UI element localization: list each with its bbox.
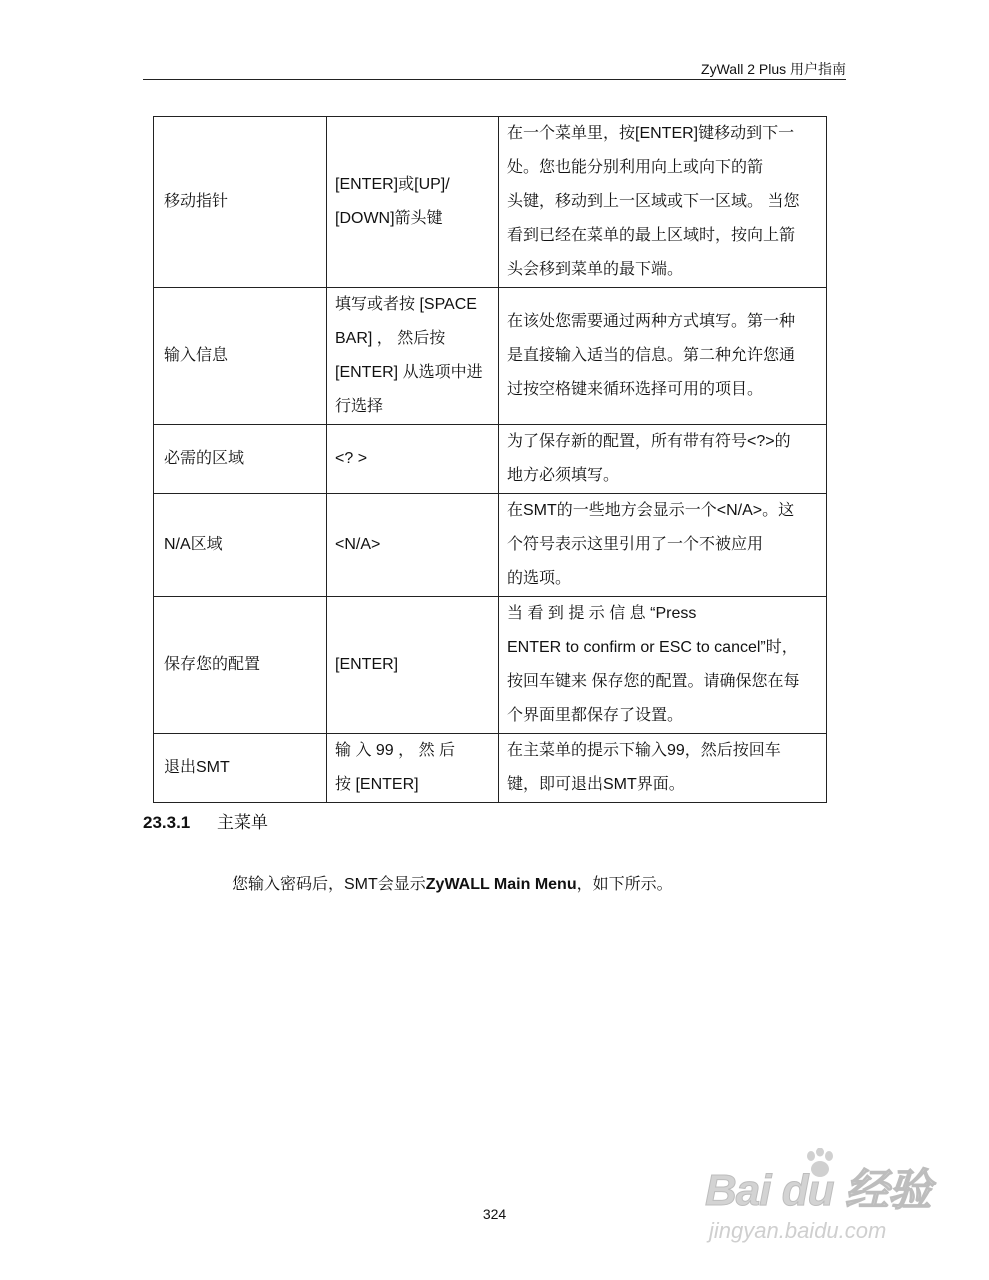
description-line: 当 看 到 提 示 信 息 “Press: [507, 605, 697, 622]
page-number: 324: [482, 1206, 507, 1222]
description-line: 按回车键来 保存您的配置。请确保您在每: [507, 673, 800, 690]
description-line: 在该处您需要通过两种方式填写。第一种: [507, 313, 796, 330]
function-label: 输入信息: [164, 347, 229, 364]
key-cell: [327, 734, 499, 803]
description-line: 是直接输入适当的信息。第二种允许您通: [507, 347, 796, 364]
function-cell: [154, 734, 327, 803]
command-table: [153, 116, 827, 803]
function-label: 保存您的配置: [164, 656, 261, 673]
key-line: BAR] ， 然后按: [335, 330, 446, 347]
description-line: 看到已经在菜单的最上区域时，按向上箭: [507, 227, 796, 244]
key-cell: [327, 597, 499, 734]
function-cell: [154, 597, 327, 734]
paragraph-menu-name: ZyWALL Main Menu: [425, 876, 577, 893]
description-line: 在主菜单的提示下输入99，然后按回车: [507, 742, 781, 759]
function-label: N/A区域: [164, 536, 223, 553]
key-line: [ENTER]或[UP]/: [335, 176, 450, 193]
description-line: 个符号表示这里引用了一个不被应用: [507, 536, 764, 553]
description-line: 在一个菜单里，按[ENTER]键移动到下一: [507, 125, 795, 142]
key-line: [DOWN]箭头键: [335, 210, 443, 227]
function-label: 退出SMT: [164, 759, 230, 776]
table-row: [154, 734, 827, 803]
key-cell: [327, 425, 499, 494]
watermark-url: jingyan.baidu.com: [709, 1218, 887, 1243]
key-line: 填写或者按 [SPACE: [335, 296, 477, 313]
table-row: [154, 494, 827, 597]
description-cell: [499, 734, 827, 803]
key-line: 输 入 99 ， 然 后: [335, 742, 456, 759]
paragraph-text-before: 您输入密码后，SMT会显示: [232, 876, 426, 893]
description-line: 的选项。: [507, 570, 572, 587]
header-title: ZyWall 2 Plus 用户指南: [701, 61, 846, 77]
description-cell: [499, 117, 827, 288]
table-row: [154, 117, 827, 288]
description-line: 地方必须填写。: [507, 467, 620, 484]
table-row: [154, 597, 827, 734]
key-cell: [327, 494, 499, 597]
key-line: <? >: [335, 450, 368, 467]
function-cell: [154, 117, 327, 288]
baidu-watermark: [705, 1148, 935, 1248]
section-heading: [143, 811, 268, 835]
function-cell: [154, 425, 327, 494]
description-line: 头键，移动到上一区域或下一区域。 当您: [507, 193, 800, 210]
section-title: 主菜单: [217, 813, 268, 832]
key-line: [ENTER] 从选项中进: [335, 364, 483, 381]
description-cell: [499, 288, 827, 425]
description-line: 过按空格键来循环选择可用的项目。: [507, 381, 764, 398]
key-line: 按 [ENTER]: [335, 776, 419, 793]
paragraph-text-after: ，如下所示。: [576, 876, 673, 893]
key-line: [ENTER]: [335, 656, 399, 673]
description-line: ENTER to confirm or ESC to cancel”时，: [507, 639, 798, 656]
key-line: 行选择: [335, 398, 384, 415]
description-line: 头会移到菜单的最下端。: [507, 261, 684, 278]
description-line: 在SMT的一些地方会显示一个<N/A>。这: [507, 502, 795, 519]
description-cell: [499, 425, 827, 494]
key-cell: [327, 288, 499, 425]
function-label: 必需的区域: [164, 450, 245, 467]
description-cell: [499, 597, 827, 734]
running-header: [143, 58, 846, 80]
function-cell: [154, 494, 327, 597]
description-line: 为了保存新的配置，所有带有符号<?>的: [507, 433, 791, 450]
header-rule: [143, 79, 846, 80]
description-line: 处。您也能分别利用向上或向下的箭: [507, 159, 764, 176]
function-label: 移动指针: [164, 193, 229, 210]
body-paragraph: [232, 872, 673, 898]
description-cell: [499, 494, 827, 597]
table-row: [154, 425, 827, 494]
table-row: [154, 288, 827, 425]
section-number: 23.3.1: [143, 813, 191, 832]
watermark-brand: Bai du 经验: [705, 1166, 931, 1215]
key-cell: [327, 117, 499, 288]
description-line: 个界面里都保存了设置。: [507, 707, 684, 724]
key-line: <N/A>: [335, 536, 381, 553]
function-cell: [154, 288, 327, 425]
description-line: 键，即可退出SMT界面。: [507, 776, 685, 793]
